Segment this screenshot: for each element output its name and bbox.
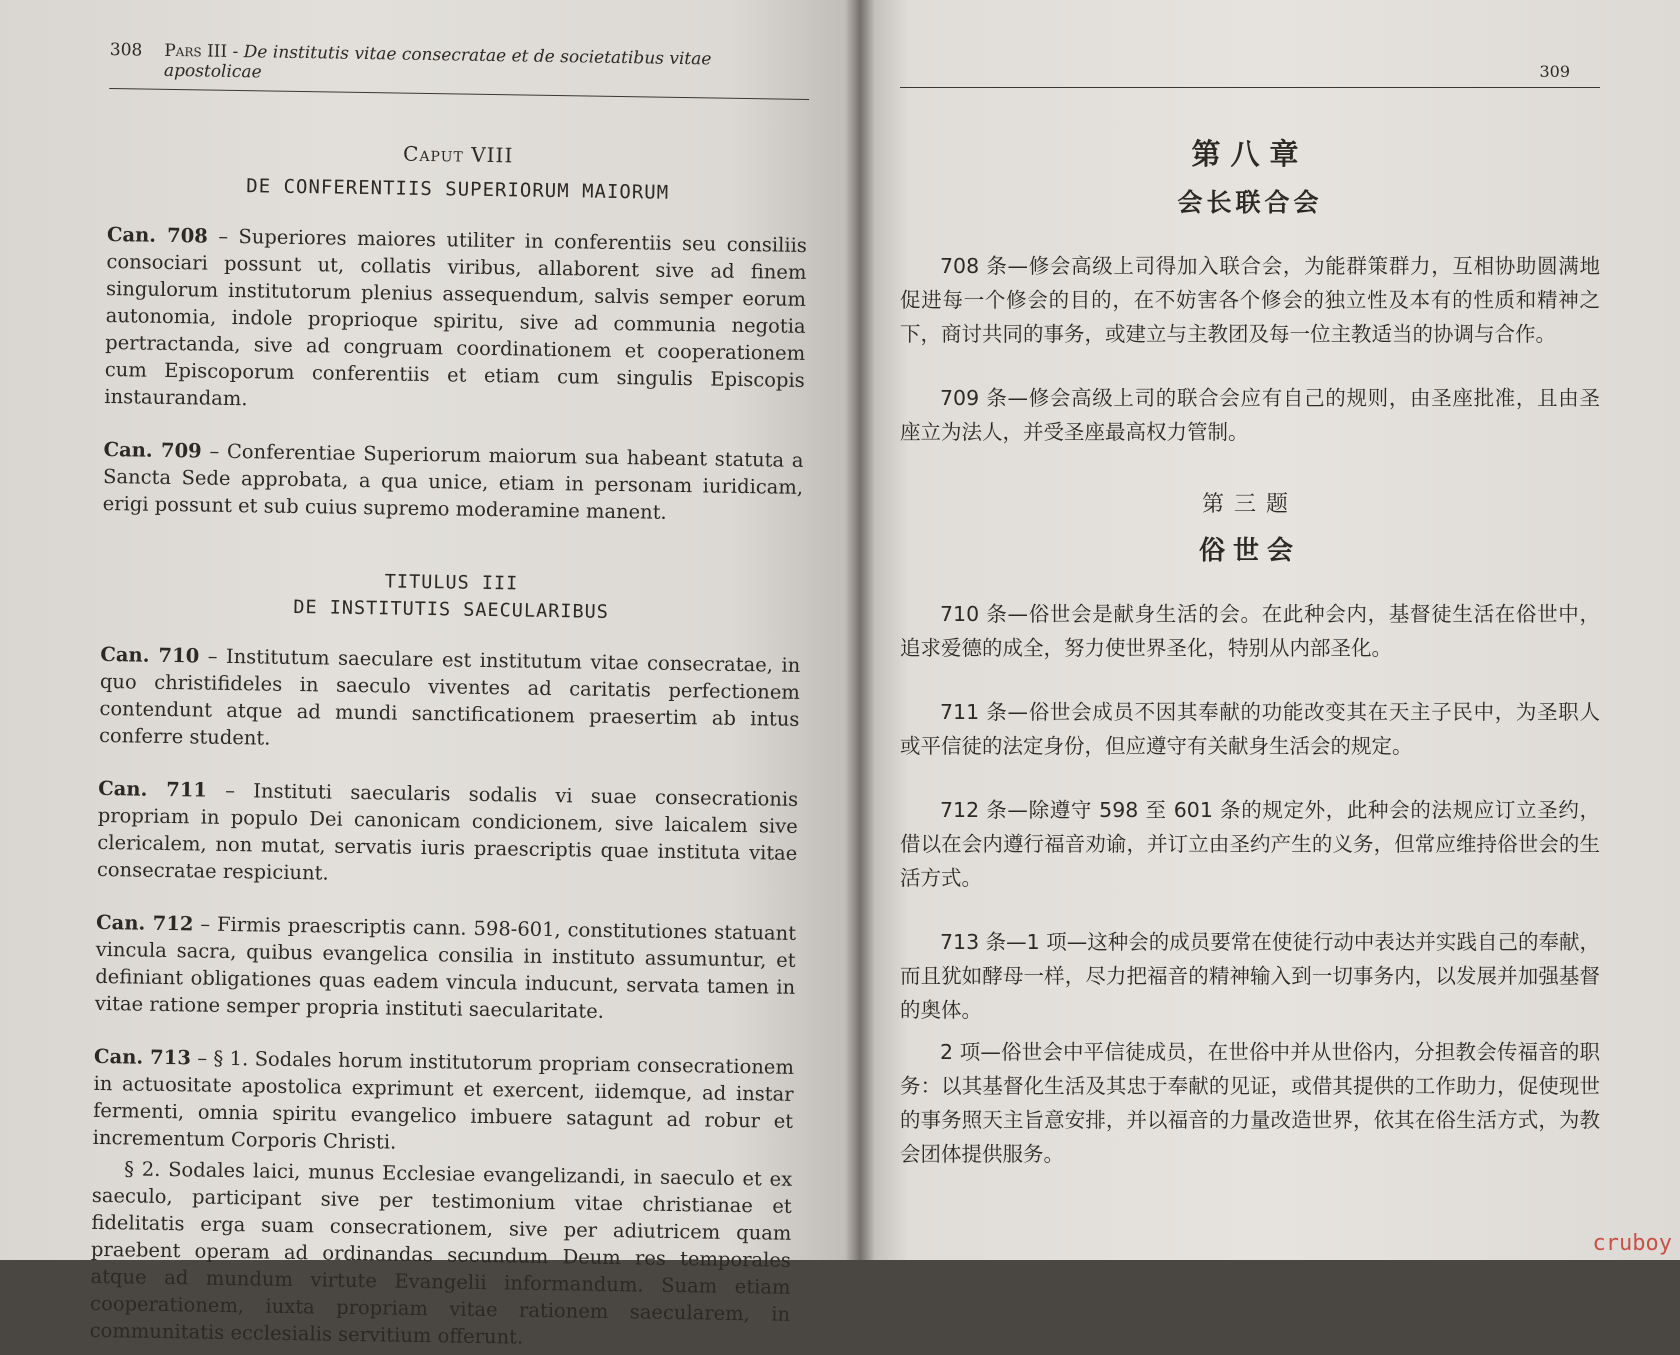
page-number-right: 309 [900, 62, 1600, 88]
canon-713 [93, 1043, 795, 1162]
book-spine-shadow [845, 0, 875, 1260]
canon-number: Can. 711 [98, 776, 208, 802]
title-label-chinese: 第三题 [1201, 492, 1298, 517]
running-head-left [109, 40, 810, 100]
canon-708-chinese: 708 条—修会高级上司得加入联合会，为能群策群力，互相协助圆满地促进每一个修会的目的，在不妨害各个修会的独立性及本有的性质和精神之下，商讨共同的事务，或建立与主教团及每一位主教适当的协调与合作。 [900, 254, 1600, 346]
canon-709 [103, 436, 804, 528]
canon-710 [99, 641, 801, 760]
canon-text: – Institutum saeculare est institutum vitae consecratae, in quo christifideles in saeculo viventes ad caritatis perfectionem contendunt atque ad mundi sanctificationem praesertim ab intus conferre student. [98, 644, 801, 750]
watermark: cruboy [1592, 1231, 1672, 1256]
canon-text: – Instituti saecularis sodalis vi suae consecrationis propriam in populo Dei canonicam condicionem, sive laicalem sive clericalem, non mutat, servatis iuris praescriptis quae instituta vitae consecratae respiciunt. [96, 778, 799, 885]
running-head-pars: Pars III [164, 40, 228, 62]
canon-text: – Firmis praescriptis cann. 598-601, constitutiones statuant vincula sacra, quibus evangelica consilia in instituto assumuntur, et definiant obligationes quas eadem vincula inducunt, servata tamen in vitae ratione semper propria instituti saecularitate. [94, 912, 797, 1023]
canon-text: – Superiores maiores utiliter in conferentiis seu consiliis consociari possunt ut, collatis viribus, allaborent sive ad finem singulorum institutorum plenius assequendum, salvis semper eorum autonomia, indole proprioque spiritu, sive ad communia negotia pertractanda, sive ad congruam coordinationem et cooperationem cum Episcoporum conferentiis et etiam cum singulis Episcopis instaurandam. [104, 224, 808, 411]
chapter-heading-chinese: 第八章 [1191, 137, 1309, 171]
chapter-title-chinese: 会长联合会 [1177, 188, 1323, 217]
canon-713-paragraph-2-chinese: 2 项—俗世会中平信徒成员，在世俗中并从世俗内，分担教会传福音的职务：以其基督化生活及其忠于奉献的见证，或借其提供的工作助力，促使现世的事务照天主旨意安排，并以福音的力量改造世界，依其在俗生活方式，为教会团体提供服务。 [900, 1040, 1600, 1166]
canon-number: Can. 708 [106, 222, 209, 248]
canon-text: – § 1. Sodales horum institutorum propriam consecrationem in actuositate apostolica exprimunt et exercent, iidemque, ad instar fermenti, omnia spiritu evangelico imbuere satagunt ad robur et incrementum Corporis Christi. [92, 1046, 795, 1154]
left-page-content [90, 40, 810, 1355]
chapter-heading-latin: DE CONFERENTIIS SUPERIORUM MAIORUM [246, 175, 670, 204]
running-head-title: - De institutis vitae consecratae et de societatibus vitae apostolicae [163, 41, 712, 83]
page-number-left: 308 [109, 40, 143, 61]
canon-number: Can. 710 [100, 642, 200, 668]
title-heading-chinese: 俗世会 [1198, 536, 1301, 566]
canon-711-chinese: 711 条—俗世会成员不因其奉献的功能改变其在天主子民中，为圣职人或平信徒的法定身份，但应遵守有关献身生活会的规定。 [900, 700, 1600, 758]
canon-712-chinese: 712 条—除遵守 598 至 601 条的规定外，此种会的法规应订立圣约，借以在会内遵行福音劝谕，并订立由圣约产生的义务，但常应维持俗世会的生活方式。 [900, 798, 1600, 890]
right-page-content [900, 62, 1600, 1171]
canon-712 [95, 909, 797, 1028]
canon-713-paragraph-2: § 2. Sodales laici, munus Ecclesiae evangelizandi, in saeculo et ex saeculo, participant sive per testimonium vitae christianae et fidelitatis erga suam consecrationem, sive per adiutricem quam praebent operam ad ordinandas secundum Deum res temporales atque ad mundum virtute Evangelii informandum. Suam etiam cooperationem, iuxta propriam vitae rationem saecularem, in communitatis ecclesialis servitium offerunt. [89, 1157, 793, 1349]
canon-710-chinese: 710 条—俗世会是献身生活的会。在此种会内，基督徒生活在俗世中，追求爱德的成全，努力使世界圣化，特别从内部圣化。 [900, 602, 1600, 660]
canon-number: Can. 713 [93, 1044, 192, 1070]
canon-text: – Conferentiae Superiorum maiorum sua habeant statuta a Sancta Sede approbata, a qua unice, etiam in personam iuridicam, erigi possunt et sub cuius supremo moderamine manent. [102, 439, 804, 524]
caput-heading: Caput VIII [402, 141, 514, 168]
canon-713-chinese: 713 条—1 项—这种会的成员要常在使徒行动中表达并实践自己的奉献，而且犹如酵母一样，尽力把福音的精神输入到一切事务内，以发展并加强基督的奥体。 [900, 930, 1600, 1022]
titulus-label: TITULUS III [384, 571, 519, 595]
canon-number: Can. 712 [95, 910, 194, 936]
canon-709-chinese: 709 条—修会高级上司的联合会应有自己的规则，由圣座批准，且由圣座立为法人，并受圣座最高权力管制。 [900, 386, 1600, 444]
canon-711 [97, 775, 799, 894]
titulus-heading: DE INSTITUTIS SAECULARIBUS [293, 596, 610, 623]
canon-708 [104, 221, 807, 421]
right-page [860, 0, 1680, 1260]
canon-number: Can. 709 [103, 437, 202, 463]
